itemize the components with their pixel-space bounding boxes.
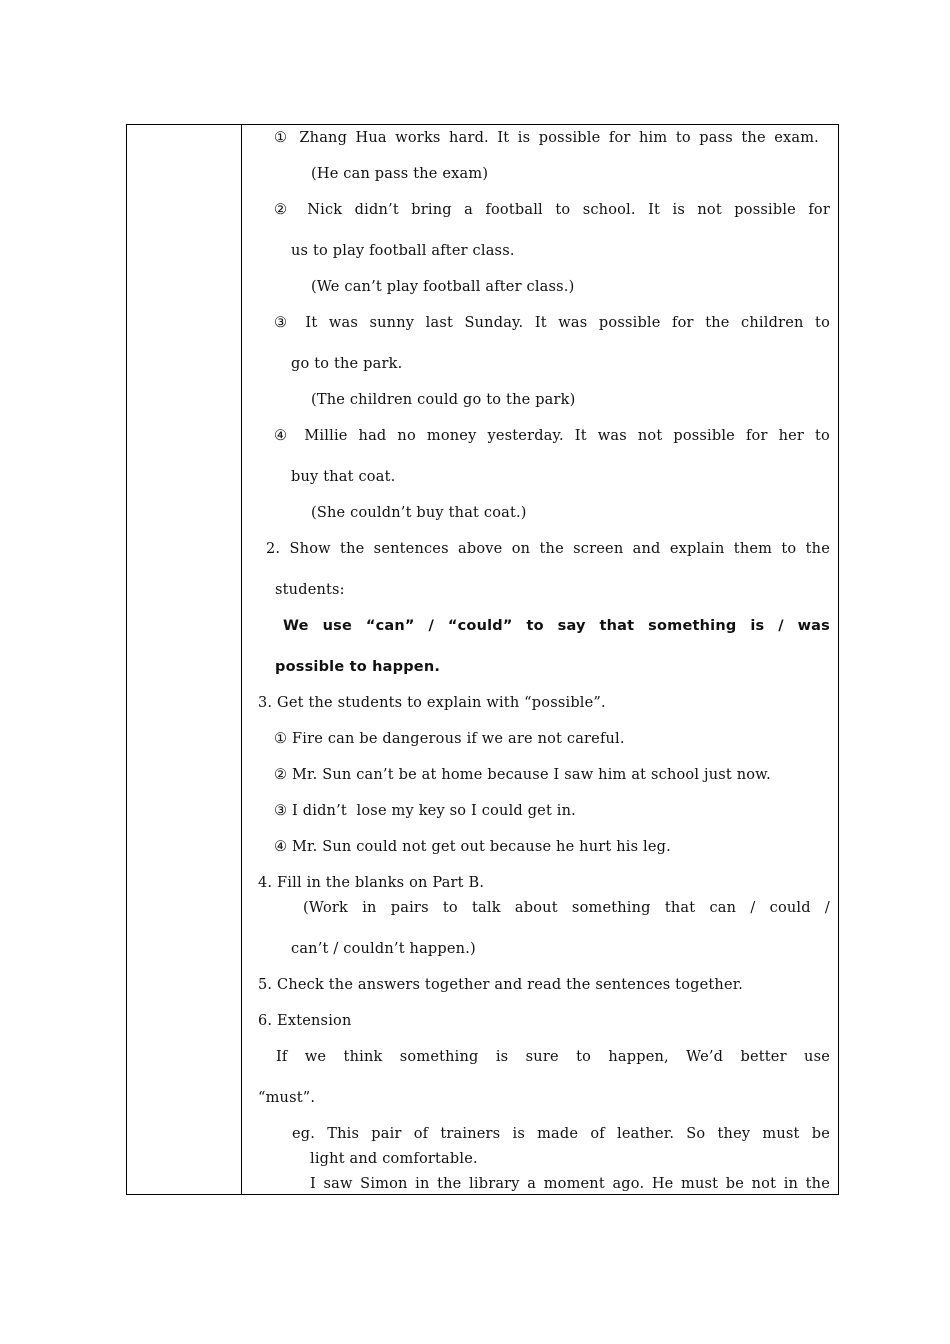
- example-3-sentence-cont: go to the park.: [291, 356, 403, 372]
- example-eg-1: eg. This pair of trainers is made of leather. So they must be: [292, 1126, 830, 1142]
- example-1-meaning: (He can pass the exam): [311, 166, 489, 182]
- example-2-sentence: ② Nick didn’t bring a football to school. It is not possible for: [274, 202, 830, 218]
- grammar-rule: We use “can” / “could” to say that something is / was: [283, 618, 830, 634]
- example-3-sentence: ③ It was sunny last Sunday. It was possible for the children to: [274, 315, 830, 331]
- step-3-sentence-2: ② Mr. Sun can’t be at home because I saw him at school just now.: [274, 767, 771, 783]
- step-3-sentence-1: ① Fire can be dangerous if we are not careful.: [274, 731, 625, 747]
- extension-text: If we think something is sure to happen, We’d better use: [276, 1049, 830, 1065]
- example-3-meaning: (The children could go to the park): [311, 392, 576, 408]
- grammar-rule-cont: possible to happen.: [275, 659, 441, 675]
- example-4-meaning: (She couldn’t buy that coat.): [311, 505, 527, 521]
- step-4-note: (Work in pairs to talk about something that can / could /: [303, 900, 830, 916]
- step-5-title: 5. Check the answers together and read the sentences together.: [258, 977, 744, 993]
- step-3-sentence-3: ③ I didn’t lose my key so I could get in.: [274, 803, 576, 819]
- example-2-sentence-cont: us to play football after class.: [291, 243, 515, 259]
- step-3-title: 3. Get the students to explain with “possible”.: [258, 695, 606, 711]
- example-4-sentence-cont: buy that coat.: [291, 469, 396, 485]
- example-2-meaning: (We can’t play football after class.): [311, 279, 575, 295]
- example-4-sentence: ④ Millie had no money yesterday. It was not possible for her to: [274, 428, 830, 444]
- example-eg-1-cont: light and comfortable.: [310, 1151, 478, 1167]
- step-2-instruction: 2. Show the sentences above on the screen and explain them to the: [266, 541, 830, 557]
- step-3-sentence-4: ④ Mr. Sun could not get out because he hurt his leg.: [274, 839, 671, 855]
- extension-text-cont: “must”.: [258, 1090, 316, 1106]
- step-4-title: 4. Fill in the blanks on Part B.: [258, 875, 485, 891]
- example-1-sentence: ① Zhang Hua works hard. It is possible for him to pass the exam.: [274, 130, 819, 146]
- table-left-column: [127, 125, 242, 1194]
- example-eg-2: I saw Simon in the library a moment ago. He must be not in the: [310, 1176, 830, 1192]
- step-4-note-cont: can’t / couldn’t happen.): [291, 941, 476, 957]
- step-6-title: 6. Extension: [258, 1013, 352, 1029]
- step-2-instruction-cont: students:: [275, 582, 345, 598]
